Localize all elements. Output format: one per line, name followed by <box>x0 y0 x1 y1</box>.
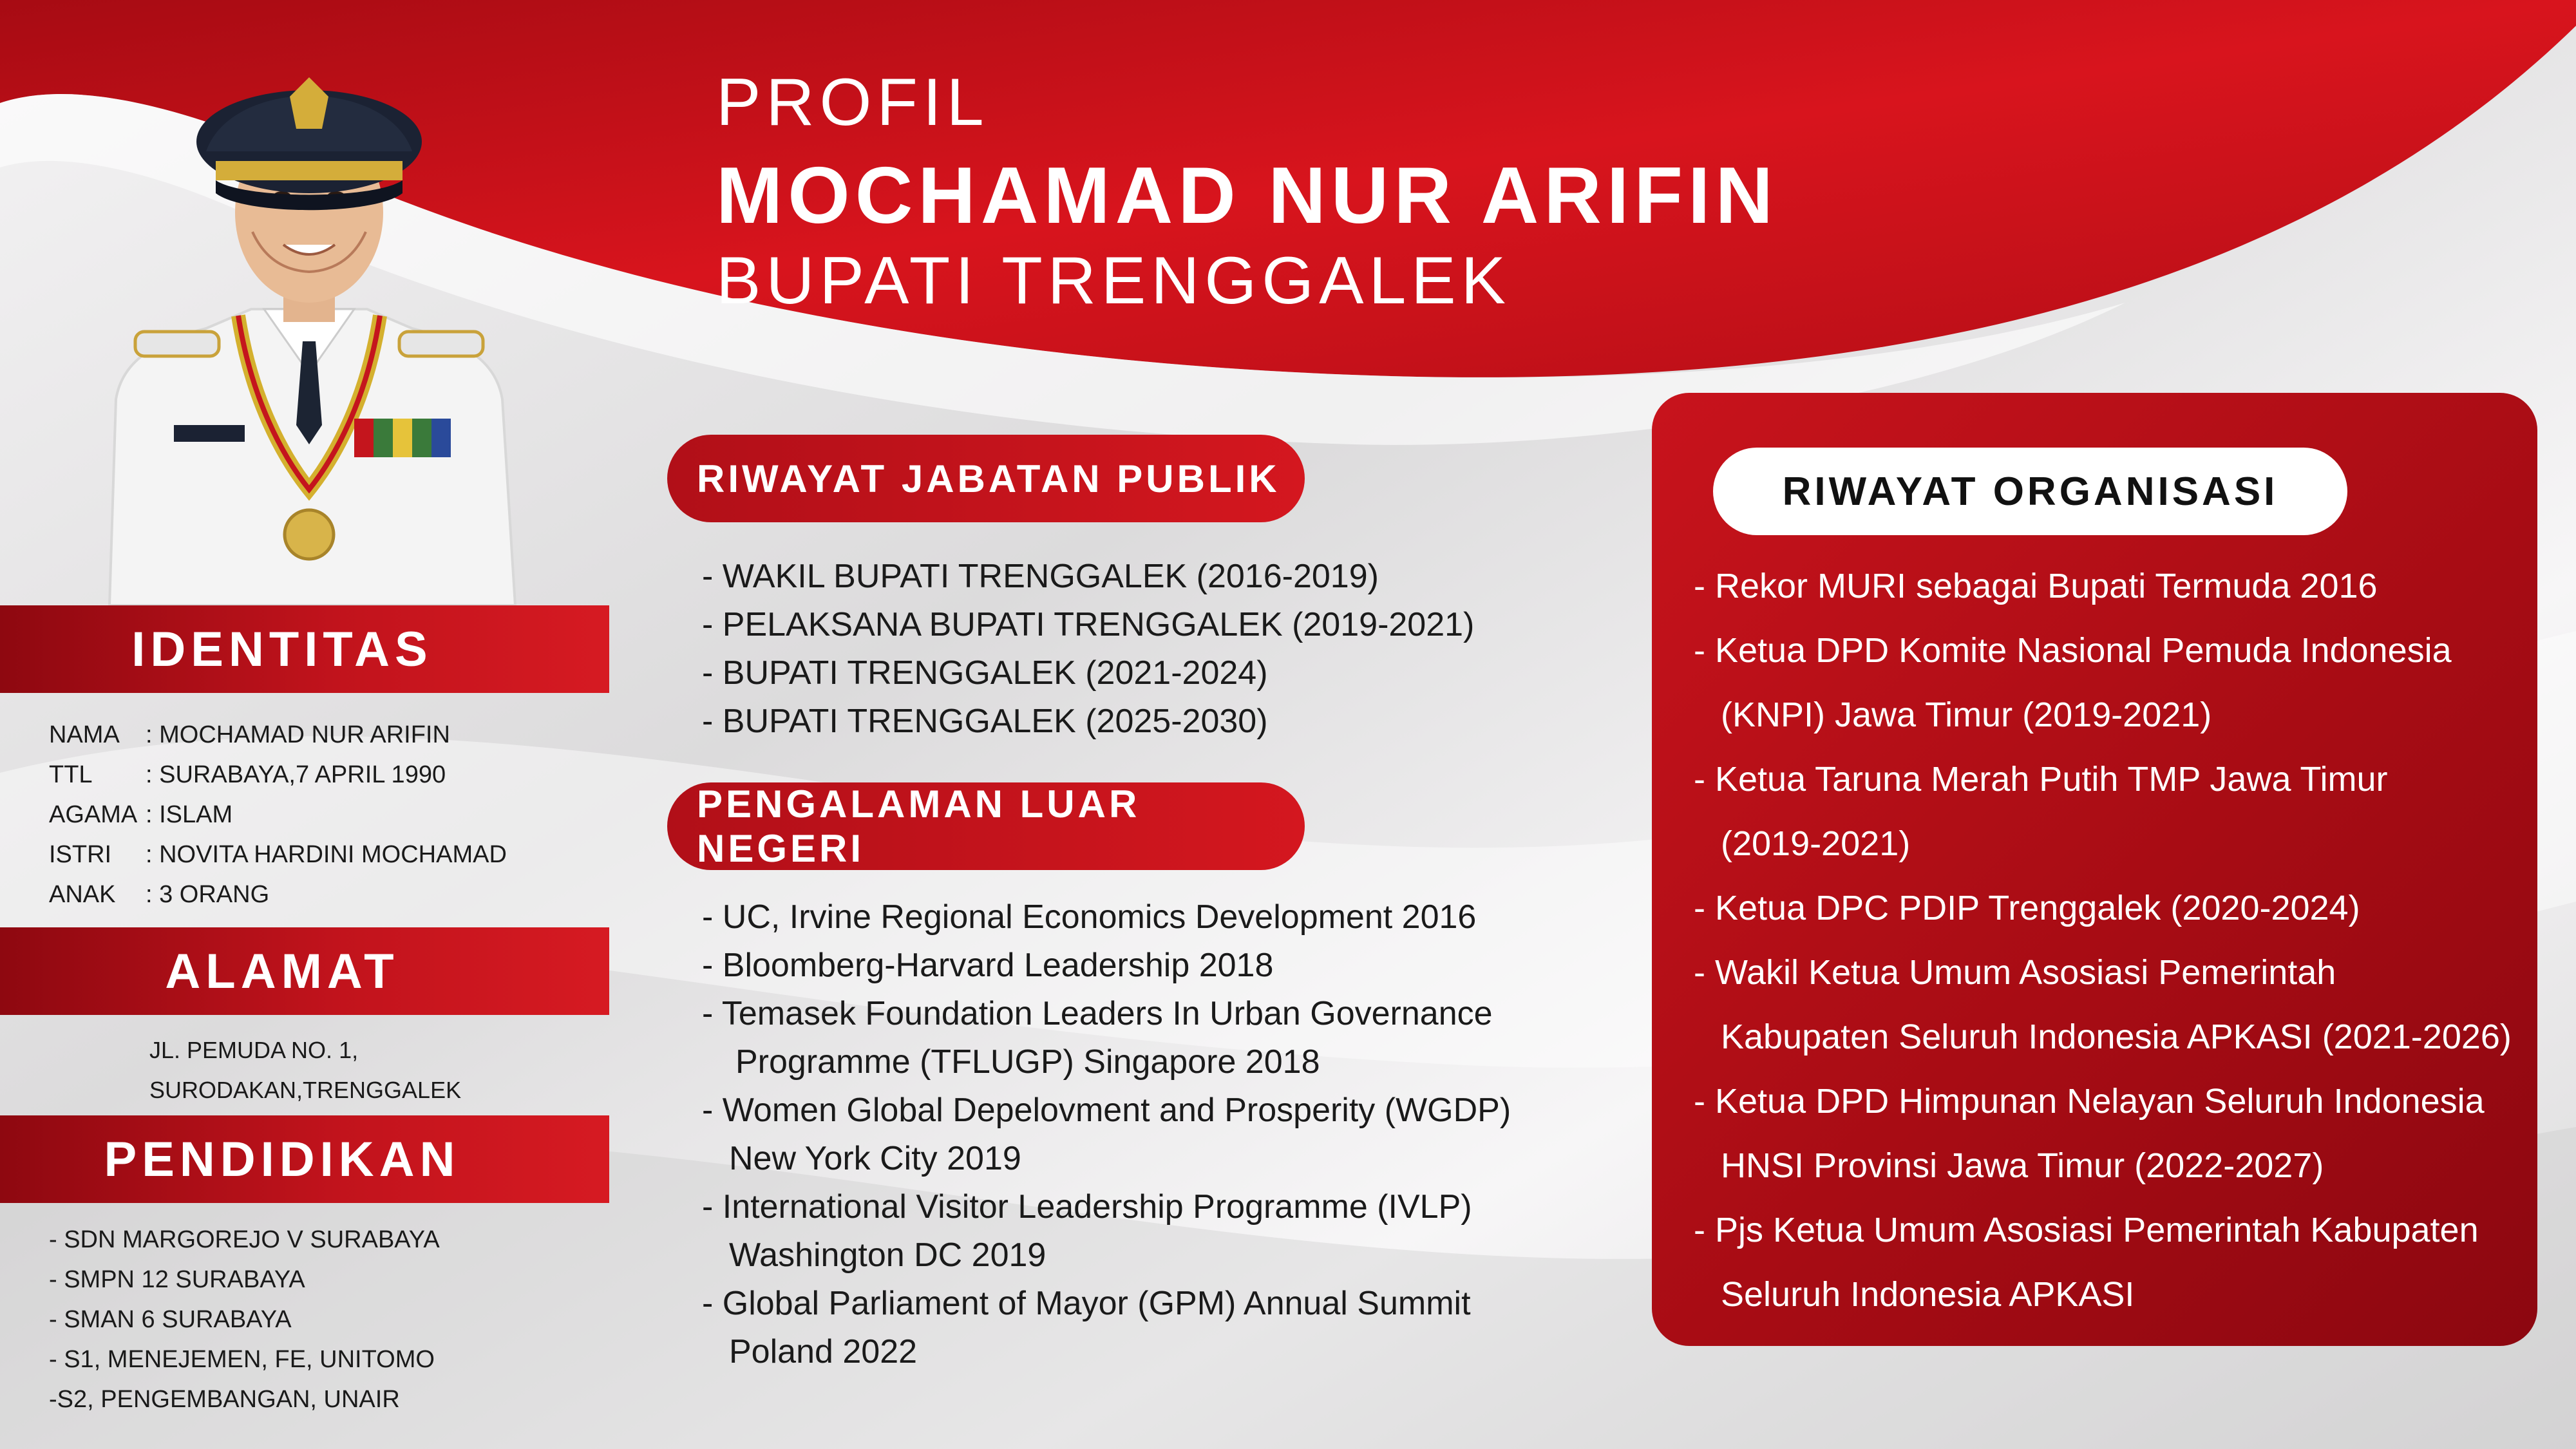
luar-negeri-item: - Temasek Foundation Leaders In Urban Governance <box>702 995 1493 1032</box>
person-name: MOCHAMAD NUR ARIFIN <box>716 151 1779 240</box>
profile-label: PROFIL <box>716 65 989 140</box>
jabatan-item: - WAKIL BUPATI TRENGGALEK (2016-2019) <box>702 558 1379 595</box>
jabatan-item: - BUPATI TRENGGALEK (2025-2030) <box>702 703 1268 740</box>
education-item: - SDN MARGOREJO V SURABAYA <box>49 1226 440 1253</box>
title-block <box>716 64 1778 319</box>
pendidikan-banner <box>0 1115 609 1203</box>
portrait-image <box>77 39 541 605</box>
jabatan-heading-pill <box>667 435 1305 522</box>
luar-negeri-item: - UC, Irvine Regional Economics Development 2016 <box>702 898 1477 936</box>
organisasi-item: - Ketua Taruna Merah Putih TMP Jawa Timur <box>1694 760 2388 799</box>
luar-negeri-item-cont: Washington DC 2019 <box>729 1236 1046 1274</box>
education-item: - SMAN 6 SURABAYA <box>49 1306 292 1333</box>
education-list <box>49 1220 440 1419</box>
organisasi-list <box>1694 554 2512 1327</box>
identity-row <box>49 835 507 875</box>
organisasi-item: - Rekor MURI sebagai Bupati Termuda 2016 <box>1694 567 2378 605</box>
organisasi-item: - Ketua DPC PDIP Trenggalek (2020-2024) <box>1694 889 2360 927</box>
identitas-banner <box>0 605 609 693</box>
education-item: - SMPN 12 SURABAYA <box>49 1266 305 1293</box>
identity-label: ANAK <box>49 880 116 908</box>
organisasi-item-cont: Kabupaten Seluruh Indonesia APKASI (2021-2026) <box>1721 1018 2512 1056</box>
luar-negeri-item-cont: Programme (TFLUGP) Singapore 2018 <box>735 1043 1320 1081</box>
address-block <box>149 1030 461 1110</box>
jabatan-item: - BUPATI TRENGGALEK (2021-2024) <box>702 654 1268 692</box>
organisasi-panel <box>1652 393 2537 1346</box>
alamat-heading: ALAMAT <box>165 943 399 999</box>
luar-negeri-list <box>702 893 1511 1376</box>
identity-label: NAMA <box>49 721 120 748</box>
identity-value: : NOVITA HARDINI MOCHAMAD <box>146 840 507 868</box>
education-item: -S2, PENGEMBANGAN, UNAIR <box>49 1386 400 1413</box>
identity-table <box>49 715 507 914</box>
organisasi-item: - Ketua DPD Himpunan Nelayan Seluruh Indonesia <box>1694 1082 2485 1121</box>
identity-value: : ISLAM <box>146 800 233 828</box>
identity-row <box>49 755 507 795</box>
organisasi-item: - Pjs Ketua Umum Asosiasi Pemerintah Kabupaten <box>1694 1211 2479 1249</box>
luar-negeri-item: - Women Global Depelovment and Prosperity (WGDP) <box>702 1092 1511 1129</box>
jabatan-heading: RIWAYAT JABATAN PUBLIK <box>697 457 1280 500</box>
identity-row <box>49 715 507 755</box>
pendidikan-heading: PENDIDIKAN <box>104 1132 460 1187</box>
luar-negeri-heading-pill <box>667 782 1305 870</box>
identity-label: AGAMA <box>49 800 138 828</box>
organisasi-item-cont: Seluruh Indonesia APKASI <box>1721 1275 2135 1314</box>
luar-negeri-item: - International Visitor Leadership Programme (IVLP) <box>702 1188 1472 1226</box>
luar-negeri-item-cont: New York City 2019 <box>729 1140 1021 1177</box>
organisasi-item-cont: (2019-2021) <box>1721 824 1911 863</box>
luar-negeri-item: - Bloomberg-Harvard Leadership 2018 <box>702 947 1274 984</box>
jabatan-list <box>702 553 1474 746</box>
luar-negeri-item: - Global Parliament of Mayor (GPM) Annual Summit <box>702 1285 1471 1322</box>
organisasi-item-cont: (KNPI) Jawa Timur (2019-2021) <box>1721 696 2212 734</box>
identity-label: ISTRI <box>49 840 112 868</box>
identity-row <box>49 795 507 835</box>
identitas-heading: IDENTITAS <box>131 621 433 677</box>
organisasi-item-cont: HNSI Provinsi Jawa Timur (2022-2027) <box>1721 1146 2324 1185</box>
identity-value: : MOCHAMAD NUR ARIFIN <box>146 721 450 748</box>
organisasi-item: - Ketua DPD Komite Nasional Pemuda Indonesia <box>1694 631 2452 670</box>
alamat-banner <box>0 927 609 1015</box>
luar-negeri-heading: PENGALAMAN LUAR NEGERI <box>697 782 1141 870</box>
identity-row <box>49 875 507 914</box>
jabatan-item: - PELAKSANA BUPATI TRENGGALEK (2019-2021) <box>702 606 1475 643</box>
organisasi-heading: RIWAYAT ORGANISASI <box>1782 469 2278 514</box>
address-line: JL. PEMUDA NO. 1, <box>149 1037 359 1063</box>
education-item: - S1, MENEJEMEN, FE, UNITOMO <box>49 1346 435 1373</box>
organisasi-heading-pill <box>1713 448 2347 535</box>
identity-label: TTL <box>49 761 93 788</box>
address-line: SURODAKAN,TRENGGALEK <box>149 1077 462 1103</box>
organisasi-item: - Wakil Ketua Umum Asosiasi Pemerintah <box>1694 953 2336 992</box>
person-role: BUPATI TRENGGALEK <box>716 243 1511 318</box>
luar-negeri-item-cont: Poland 2022 <box>729 1333 918 1370</box>
identity-value: : 3 ORANG <box>146 880 270 908</box>
identity-value: : SURABAYA,7 APRIL 1990 <box>146 761 446 788</box>
